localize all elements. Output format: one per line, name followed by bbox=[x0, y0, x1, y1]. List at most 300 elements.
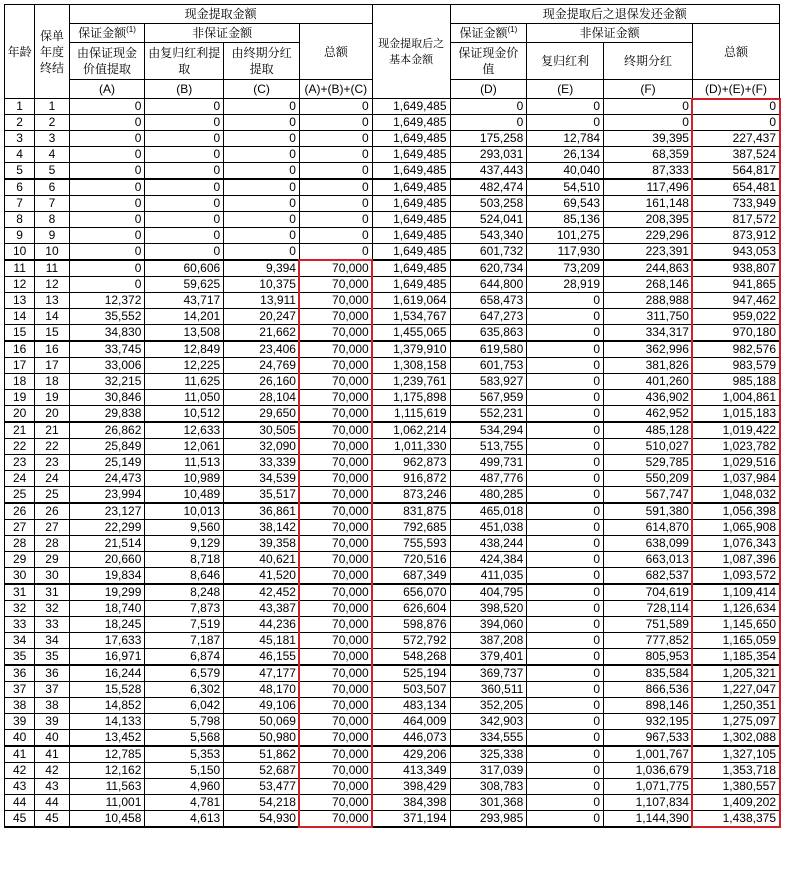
cell-basic-amount: 1,649,485 bbox=[372, 196, 450, 212]
cell-total-def: 1,205,321 bbox=[692, 665, 779, 682]
cell-policy-year: 12 bbox=[35, 277, 69, 293]
cell-col-b: 0 bbox=[145, 179, 224, 196]
cell-col-c: 26,160 bbox=[224, 374, 300, 390]
cell-col-a: 14,133 bbox=[69, 714, 145, 730]
cell-policy-year: 32 bbox=[35, 601, 69, 617]
cell-basic-amount: 1,619,064 bbox=[372, 293, 450, 309]
cell-col-b: 12,633 bbox=[145, 422, 224, 439]
cell-policy-year: 2 bbox=[35, 115, 69, 131]
table-row bbox=[5, 811, 780, 828]
table-row bbox=[5, 99, 780, 115]
letter-b: (B) bbox=[145, 80, 224, 99]
cell-basic-amount: 1,011,330 bbox=[372, 439, 450, 455]
cell-total-def: 1,029,516 bbox=[692, 455, 779, 471]
cell-total-abc: 70,000 bbox=[299, 698, 372, 714]
cell-basic-amount: 371,194 bbox=[372, 811, 450, 828]
cell-col-d: 404,795 bbox=[450, 584, 527, 601]
cell-col-f: 381,826 bbox=[604, 358, 693, 374]
table-row bbox=[5, 131, 780, 147]
cell-basic-amount: 792,685 bbox=[372, 520, 450, 536]
cell-age: 11 bbox=[5, 260, 35, 277]
cell-policy-year: 16 bbox=[35, 341, 69, 358]
cell-col-a: 16,244 bbox=[69, 665, 145, 682]
cell-col-e: 0 bbox=[527, 633, 604, 649]
cell-col-d: 325,338 bbox=[450, 746, 527, 763]
cell-age: 27 bbox=[5, 520, 35, 536]
cell-col-f: 567,747 bbox=[604, 487, 693, 504]
cell-total-abc: 0 bbox=[299, 131, 372, 147]
table-row bbox=[5, 536, 780, 552]
cell-col-b: 60,606 bbox=[145, 260, 224, 277]
table-row bbox=[5, 763, 780, 779]
cell-col-d: 334,555 bbox=[450, 730, 527, 747]
cell-age: 26 bbox=[5, 503, 35, 520]
cell-col-c: 40,621 bbox=[224, 552, 300, 568]
cell-col-f: 268,146 bbox=[604, 277, 693, 293]
cell-col-e: 0 bbox=[527, 682, 604, 698]
cell-age: 23 bbox=[5, 455, 35, 471]
cell-col-b: 11,050 bbox=[145, 390, 224, 406]
cell-col-a: 17,633 bbox=[69, 633, 145, 649]
cell-col-a: 0 bbox=[69, 260, 145, 277]
cell-total-def: 982,576 bbox=[692, 341, 779, 358]
cell-col-e: 0 bbox=[527, 406, 604, 423]
cell-age: 43 bbox=[5, 779, 35, 795]
table-row bbox=[5, 520, 780, 536]
cell-col-c: 24,769 bbox=[224, 358, 300, 374]
cell-col-f: 1,144,390 bbox=[604, 811, 693, 828]
cell-total-def: 0 bbox=[692, 115, 779, 131]
cell-age: 7 bbox=[5, 196, 35, 212]
header-guaranteed-2: 保证金额$^{(1)}$ bbox=[450, 24, 527, 43]
cell-age: 41 bbox=[5, 746, 35, 763]
cell-col-f: 87,333 bbox=[604, 163, 693, 180]
cell-basic-amount: 1,239,761 bbox=[372, 374, 450, 390]
cell-age: 39 bbox=[5, 714, 35, 730]
cell-age: 14 bbox=[5, 309, 35, 325]
cell-col-f: 704,619 bbox=[604, 584, 693, 601]
cell-total-abc: 70,000 bbox=[299, 374, 372, 390]
cell-basic-amount: 429,206 bbox=[372, 746, 450, 763]
cell-col-d: 601,753 bbox=[450, 358, 527, 374]
cell-col-a: 10,458 bbox=[69, 811, 145, 828]
cell-policy-year: 44 bbox=[35, 795, 69, 811]
cell-total-abc: 70,000 bbox=[299, 422, 372, 439]
cell-total-def: 1,250,351 bbox=[692, 698, 779, 714]
cell-col-c: 48,170 bbox=[224, 682, 300, 698]
cell-col-a: 0 bbox=[69, 163, 145, 180]
cell-col-d: 342,903 bbox=[450, 714, 527, 730]
cell-age: 30 bbox=[5, 568, 35, 585]
table-row bbox=[5, 374, 780, 390]
cell-age: 20 bbox=[5, 406, 35, 423]
cell-basic-amount: 1,649,485 bbox=[372, 147, 450, 163]
cell-col-f: 401,260 bbox=[604, 374, 693, 390]
cell-col-b: 4,960 bbox=[145, 779, 224, 795]
table-row bbox=[5, 325, 780, 342]
cell-age: 21 bbox=[5, 422, 35, 439]
cell-age: 24 bbox=[5, 471, 35, 487]
cell-col-d: 513,755 bbox=[450, 439, 527, 455]
cell-total-def: 873,912 bbox=[692, 228, 779, 244]
cell-col-b: 12,061 bbox=[145, 439, 224, 455]
cell-col-e: 54,510 bbox=[527, 179, 604, 196]
header-age: 年龄 bbox=[5, 5, 35, 99]
cell-policy-year: 15 bbox=[35, 325, 69, 342]
cell-policy-year: 17 bbox=[35, 358, 69, 374]
cell-col-a: 30,846 bbox=[69, 390, 145, 406]
cell-col-f: 288,988 bbox=[604, 293, 693, 309]
letter-abc: (A)+(B)+(C) bbox=[299, 80, 372, 99]
cell-col-a: 26,862 bbox=[69, 422, 145, 439]
cell-col-e: 0 bbox=[527, 325, 604, 342]
cell-col-d: 437,443 bbox=[450, 163, 527, 180]
cell-col-b: 11,513 bbox=[145, 455, 224, 471]
cell-col-d: 465,018 bbox=[450, 503, 527, 520]
cell-col-f: 0 bbox=[604, 99, 693, 115]
cell-total-def: 1,023,782 bbox=[692, 439, 779, 455]
cell-age: 22 bbox=[5, 439, 35, 455]
cell-policy-year: 33 bbox=[35, 617, 69, 633]
cell-col-c: 32,090 bbox=[224, 439, 300, 455]
cell-col-f: 614,870 bbox=[604, 520, 693, 536]
cell-total-abc: 0 bbox=[299, 115, 372, 131]
cell-col-a: 12,162 bbox=[69, 763, 145, 779]
cell-basic-amount: 1,649,485 bbox=[372, 260, 450, 277]
cell-col-c: 30,505 bbox=[224, 422, 300, 439]
cell-col-f: 462,952 bbox=[604, 406, 693, 423]
table-row bbox=[5, 455, 780, 471]
cell-col-d: 482,474 bbox=[450, 179, 527, 196]
cell-age: 38 bbox=[5, 698, 35, 714]
cell-col-b: 6,302 bbox=[145, 682, 224, 698]
table-row bbox=[5, 406, 780, 423]
cell-age: 10 bbox=[5, 244, 35, 261]
cell-col-b: 0 bbox=[145, 212, 224, 228]
cell-total-abc: 70,000 bbox=[299, 455, 372, 471]
cell-col-a: 34,830 bbox=[69, 325, 145, 342]
cell-col-e: 0 bbox=[527, 714, 604, 730]
cell-col-d: 411,035 bbox=[450, 568, 527, 585]
cell-col-e: 0 bbox=[527, 617, 604, 633]
cell-col-b: 0 bbox=[145, 196, 224, 212]
cell-basic-amount: 1,649,485 bbox=[372, 99, 450, 115]
cell-col-a: 12,372 bbox=[69, 293, 145, 309]
cell-total-abc: 70,000 bbox=[299, 746, 372, 763]
cell-basic-amount: 1,379,910 bbox=[372, 341, 450, 358]
cell-age: 9 bbox=[5, 228, 35, 244]
cell-age: 35 bbox=[5, 649, 35, 666]
table-row bbox=[5, 682, 780, 698]
table-row bbox=[5, 503, 780, 520]
cell-total-abc: 70,000 bbox=[299, 487, 372, 504]
table-row bbox=[5, 179, 780, 196]
cell-age: 37 bbox=[5, 682, 35, 698]
cell-col-c: 44,236 bbox=[224, 617, 300, 633]
cell-col-c: 52,687 bbox=[224, 763, 300, 779]
cell-col-a: 19,299 bbox=[69, 584, 145, 601]
cell-basic-amount: 413,349 bbox=[372, 763, 450, 779]
cell-total-def: 1,353,718 bbox=[692, 763, 779, 779]
cell-basic-amount: 831,875 bbox=[372, 503, 450, 520]
cell-total-def: 1,327,105 bbox=[692, 746, 779, 763]
cell-total-abc: 70,000 bbox=[299, 779, 372, 795]
cell-col-b: 43,717 bbox=[145, 293, 224, 309]
cell-basic-amount: 1,534,767 bbox=[372, 309, 450, 325]
cell-col-f: 117,496 bbox=[604, 179, 693, 196]
cell-policy-year: 37 bbox=[35, 682, 69, 698]
cell-col-a: 0 bbox=[69, 244, 145, 261]
cell-col-f: 1,001,767 bbox=[604, 746, 693, 763]
cell-col-e: 73,209 bbox=[527, 260, 604, 277]
cell-total-def: 938,807 bbox=[692, 260, 779, 277]
cell-col-d: 317,039 bbox=[450, 763, 527, 779]
cell-col-b: 8,646 bbox=[145, 568, 224, 585]
cell-col-c: 0 bbox=[224, 179, 300, 196]
cell-col-c: 0 bbox=[224, 99, 300, 115]
cell-col-e: 69,543 bbox=[527, 196, 604, 212]
cell-col-e: 0 bbox=[527, 568, 604, 585]
cell-col-e: 0 bbox=[527, 649, 604, 666]
cell-total-def: 227,437 bbox=[692, 131, 779, 147]
cell-col-b: 4,613 bbox=[145, 811, 224, 828]
cell-total-def: 387,524 bbox=[692, 147, 779, 163]
cell-col-d: 0 bbox=[450, 115, 527, 131]
cell-col-d: 293,985 bbox=[450, 811, 527, 828]
cell-age: 44 bbox=[5, 795, 35, 811]
cell-col-e: 0 bbox=[527, 115, 604, 131]
cell-total-def: 1,165,059 bbox=[692, 633, 779, 649]
cell-col-d: 543,340 bbox=[450, 228, 527, 244]
cell-total-def: 941,865 bbox=[692, 277, 779, 293]
cell-col-e: 0 bbox=[527, 503, 604, 520]
cell-col-e: 0 bbox=[527, 374, 604, 390]
cell-basic-amount: 962,873 bbox=[372, 455, 450, 471]
cell-col-c: 13,911 bbox=[224, 293, 300, 309]
table-row bbox=[5, 358, 780, 374]
cell-col-a: 0 bbox=[69, 196, 145, 212]
cell-col-a: 12,785 bbox=[69, 746, 145, 763]
cell-policy-year: 34 bbox=[35, 633, 69, 649]
cell-col-e: 0 bbox=[527, 439, 604, 455]
cell-basic-amount: 464,009 bbox=[372, 714, 450, 730]
cell-col-a: 20,660 bbox=[69, 552, 145, 568]
table-row bbox=[5, 601, 780, 617]
header-surrender-after: 现金提取后之退保发还金额 bbox=[450, 5, 779, 24]
cell-col-a: 0 bbox=[69, 228, 145, 244]
cell-basic-amount: 1,649,485 bbox=[372, 179, 450, 196]
cell-col-b: 0 bbox=[145, 131, 224, 147]
cell-col-b: 0 bbox=[145, 163, 224, 180]
header-policy-year: 保单年度终结 bbox=[35, 5, 69, 99]
header-col-a: 由保证现金价值提取 bbox=[69, 43, 145, 80]
cell-total-abc: 70,000 bbox=[299, 795, 372, 811]
cell-total-abc: 70,000 bbox=[299, 293, 372, 309]
cell-total-abc: 70,000 bbox=[299, 309, 372, 325]
header-col-e: 复归红利 bbox=[527, 43, 604, 80]
cell-policy-year: 40 bbox=[35, 730, 69, 747]
cell-col-b: 10,489 bbox=[145, 487, 224, 504]
cell-col-f: 728,114 bbox=[604, 601, 693, 617]
cell-total-def: 983,579 bbox=[692, 358, 779, 374]
cell-col-c: 50,069 bbox=[224, 714, 300, 730]
cell-col-d: 293,031 bbox=[450, 147, 527, 163]
cell-col-f: 682,537 bbox=[604, 568, 693, 585]
letter-f: (F) bbox=[604, 80, 693, 99]
cell-total-abc: 0 bbox=[299, 244, 372, 261]
cell-col-c: 0 bbox=[224, 212, 300, 228]
cell-col-b: 8,718 bbox=[145, 552, 224, 568]
cell-total-abc: 70,000 bbox=[299, 341, 372, 358]
cell-basic-amount: 1,649,485 bbox=[372, 212, 450, 228]
cell-col-b: 6,042 bbox=[145, 698, 224, 714]
cell-col-a: 21,514 bbox=[69, 536, 145, 552]
cell-col-d: 583,927 bbox=[450, 374, 527, 390]
cell-col-d: 394,060 bbox=[450, 617, 527, 633]
table-row bbox=[5, 665, 780, 682]
cell-col-d: 369,737 bbox=[450, 665, 527, 682]
header-col-f: 终期分红 bbox=[604, 43, 693, 80]
cell-col-a: 18,245 bbox=[69, 617, 145, 633]
cell-col-a: 29,838 bbox=[69, 406, 145, 423]
table-row bbox=[5, 649, 780, 666]
cell-col-c: 0 bbox=[224, 147, 300, 163]
cell-col-e: 0 bbox=[527, 601, 604, 617]
table-row bbox=[5, 422, 780, 439]
cell-policy-year: 23 bbox=[35, 455, 69, 471]
cell-col-f: 485,128 bbox=[604, 422, 693, 439]
cell-col-d: 552,231 bbox=[450, 406, 527, 423]
cell-col-a: 33,745 bbox=[69, 341, 145, 358]
cell-basic-amount: 720,516 bbox=[372, 552, 450, 568]
cell-total-abc: 70,000 bbox=[299, 390, 372, 406]
cell-basic-amount: 1,649,485 bbox=[372, 163, 450, 180]
cell-total-def: 817,572 bbox=[692, 212, 779, 228]
cell-col-d: 658,473 bbox=[450, 293, 527, 309]
cell-age: 28 bbox=[5, 536, 35, 552]
cell-col-a: 33,006 bbox=[69, 358, 145, 374]
cell-col-d: 352,205 bbox=[450, 698, 527, 714]
cash-withdrawal-table bbox=[4, 4, 780, 828]
table-row bbox=[5, 309, 780, 325]
cell-total-def: 1,087,396 bbox=[692, 552, 779, 568]
header-total-1: 总额 bbox=[299, 24, 372, 80]
cell-age: 12 bbox=[5, 277, 35, 293]
cell-basic-amount: 503,507 bbox=[372, 682, 450, 698]
cell-age: 42 bbox=[5, 763, 35, 779]
cell-col-d: 379,401 bbox=[450, 649, 527, 666]
cell-col-c: 46,155 bbox=[224, 649, 300, 666]
cell-col-f: 529,785 bbox=[604, 455, 693, 471]
cell-col-c: 54,218 bbox=[224, 795, 300, 811]
cell-col-f: 898,146 bbox=[604, 698, 693, 714]
cell-col-a: 13,452 bbox=[69, 730, 145, 747]
cell-col-d: 424,384 bbox=[450, 552, 527, 568]
cell-col-d: 503,258 bbox=[450, 196, 527, 212]
cell-col-e: 28,919 bbox=[527, 277, 604, 293]
cell-col-b: 10,512 bbox=[145, 406, 224, 423]
cell-policy-year: 36 bbox=[35, 665, 69, 682]
cell-policy-year: 8 bbox=[35, 212, 69, 228]
cell-total-def: 1,227,047 bbox=[692, 682, 779, 698]
table-row bbox=[5, 163, 780, 180]
cell-col-b: 8,248 bbox=[145, 584, 224, 601]
cell-policy-year: 14 bbox=[35, 309, 69, 325]
cell-age: 31 bbox=[5, 584, 35, 601]
cell-age: 4 bbox=[5, 147, 35, 163]
cell-col-a: 0 bbox=[69, 99, 145, 115]
cell-col-d: 534,294 bbox=[450, 422, 527, 439]
cell-col-d: 619,580 bbox=[450, 341, 527, 358]
letter-e: (E) bbox=[527, 80, 604, 99]
table-row bbox=[5, 633, 780, 649]
header-col-c: 由终期分红提取 bbox=[224, 43, 300, 80]
cell-col-b: 14,201 bbox=[145, 309, 224, 325]
cell-col-b: 59,625 bbox=[145, 277, 224, 293]
cell-policy-year: 5 bbox=[35, 163, 69, 180]
cell-col-e: 0 bbox=[527, 358, 604, 374]
cell-age: 19 bbox=[5, 390, 35, 406]
cell-basic-amount: 1,175,898 bbox=[372, 390, 450, 406]
cell-policy-year: 30 bbox=[35, 568, 69, 585]
cell-total-def: 0 bbox=[692, 99, 779, 115]
letter-a: (A) bbox=[69, 80, 145, 99]
cell-policy-year: 4 bbox=[35, 147, 69, 163]
cell-basic-amount: 755,593 bbox=[372, 536, 450, 552]
cell-col-c: 53,477 bbox=[224, 779, 300, 795]
cell-total-abc: 70,000 bbox=[299, 358, 372, 374]
table-row bbox=[5, 293, 780, 309]
cell-col-e: 117,930 bbox=[527, 244, 604, 261]
cell-total-def: 1,037,984 bbox=[692, 471, 779, 487]
cell-policy-year: 27 bbox=[35, 520, 69, 536]
table-row bbox=[5, 795, 780, 811]
cell-total-abc: 0 bbox=[299, 228, 372, 244]
cell-col-c: 39,358 bbox=[224, 536, 300, 552]
cell-col-d: 451,038 bbox=[450, 520, 527, 536]
cell-col-f: 161,148 bbox=[604, 196, 693, 212]
cell-col-c: 33,339 bbox=[224, 455, 300, 471]
cell-col-a: 16,971 bbox=[69, 649, 145, 666]
cell-total-abc: 70,000 bbox=[299, 520, 372, 536]
cell-col-d: 635,863 bbox=[450, 325, 527, 342]
cell-total-def: 1,109,414 bbox=[692, 584, 779, 601]
cell-total-abc: 70,000 bbox=[299, 568, 372, 585]
cell-col-c: 42,452 bbox=[224, 584, 300, 601]
cell-policy-year: 29 bbox=[35, 552, 69, 568]
cell-col-b: 9,560 bbox=[145, 520, 224, 536]
cell-col-b: 0 bbox=[145, 147, 224, 163]
cell-total-abc: 0 bbox=[299, 163, 372, 180]
cell-col-f: 208,395 bbox=[604, 212, 693, 228]
cell-col-c: 54,930 bbox=[224, 811, 300, 828]
cell-basic-amount: 1,308,158 bbox=[372, 358, 450, 374]
cell-col-b: 7,873 bbox=[145, 601, 224, 617]
cell-basic-amount: 572,792 bbox=[372, 633, 450, 649]
cell-col-c: 50,980 bbox=[224, 730, 300, 747]
cell-policy-year: 1 bbox=[35, 99, 69, 115]
cell-total-def: 1,019,422 bbox=[692, 422, 779, 439]
header-col-d: 保证现金价值 bbox=[450, 43, 527, 80]
cell-age: 5 bbox=[5, 163, 35, 180]
cell-col-b: 0 bbox=[145, 228, 224, 244]
cell-total-abc: 70,000 bbox=[299, 633, 372, 649]
cell-total-abc: 0 bbox=[299, 212, 372, 228]
cell-col-f: 362,996 bbox=[604, 341, 693, 358]
cell-total-abc: 70,000 bbox=[299, 260, 372, 277]
cell-total-def: 1,302,088 bbox=[692, 730, 779, 747]
cell-col-e: 40,040 bbox=[527, 163, 604, 180]
